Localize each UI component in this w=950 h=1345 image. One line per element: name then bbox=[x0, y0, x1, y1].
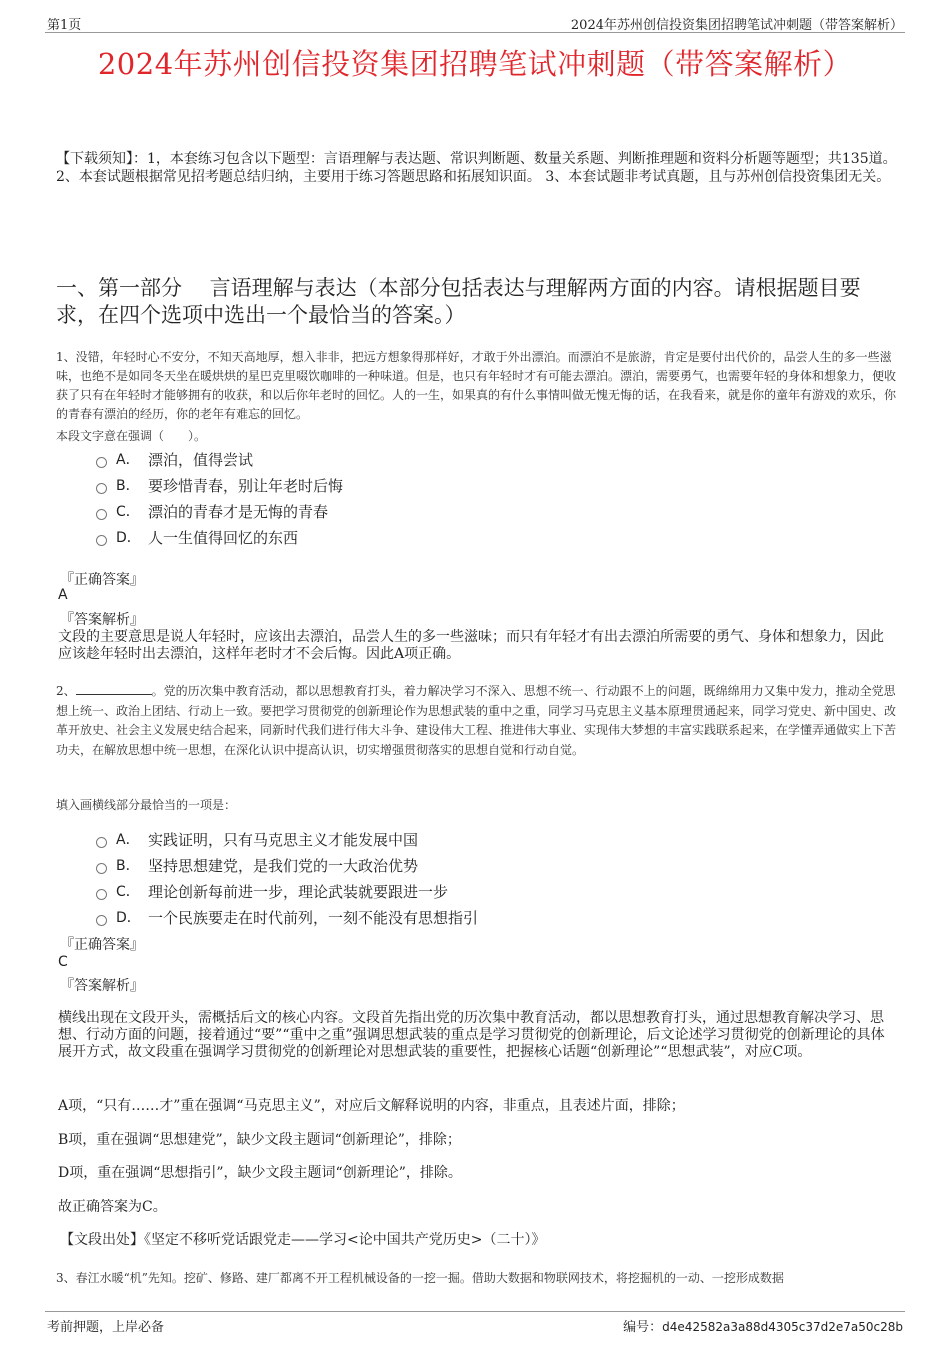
option-c[interactable]: C． 理论创新每前进一步，理论武装就要跟进一步 bbox=[96, 878, 478, 904]
note-a: A项，“只有……才”重在强调“马克思主义”，对应后文解释说明的内容，非重点，且表述片面，排除； bbox=[58, 1098, 685, 1114]
radio-icon[interactable] bbox=[96, 457, 107, 468]
header-doc-title: 2024年苏州创信投资集团招聘笔试冲刺题（带答案解析） bbox=[570, 18, 903, 33]
footer-slogan: 考前押题，上岸必备 bbox=[47, 1320, 165, 1335]
final-answer: 故正确答案为C。 bbox=[58, 1199, 167, 1215]
page-footer bbox=[45, 1311, 905, 1335]
page-title: 2024年苏州创信投资集团招聘笔试冲刺题（带答案解析） bbox=[97, 47, 853, 81]
analysis-label: 『答案解析』 bbox=[60, 612, 144, 628]
analysis-label: 『答案解析』 bbox=[60, 978, 144, 994]
answer-label: 『正确答案』 bbox=[60, 572, 144, 588]
question-2-stem: 填入画横线部分最恰当的一项是： bbox=[56, 798, 237, 812]
source-citation: 【文段出处】《坚定不移听党话跟党走——学习<论中国共产党历史>（二十）》 bbox=[60, 1232, 546, 1248]
radio-icon[interactable] bbox=[96, 535, 107, 546]
option-c[interactable]: C． 漂泊的青春才是无悔的青春 bbox=[96, 498, 343, 524]
radio-icon[interactable] bbox=[96, 509, 107, 520]
radio-icon[interactable] bbox=[96, 863, 107, 874]
page-header bbox=[45, 12, 905, 33]
option-a[interactable]: A． 漂泊，值得尝试 bbox=[96, 446, 343, 472]
note-b: B项，重在强调“思想建党”，缺少文段主题词“创新理论”，排除； bbox=[58, 1132, 461, 1148]
option-a[interactable]: A． 实践证明，只有马克思主义才能发展中国 bbox=[96, 826, 478, 852]
download-notice: 【下载须知】：1，本套练习包含以下题型：言语理解与表达题、常识判断题、数量关系题、判断推理题和资料分析题等题型；共135道。 2、本套试题根据常见招考题总结归纳，主要用于练习答题思路和拓展知识面。 3、本套试题非考试真题，且与苏州创信投资集团无关。 bbox=[56, 151, 897, 185]
question-2-options bbox=[96, 826, 478, 930]
correct-answer: C bbox=[58, 954, 68, 970]
option-b[interactable]: B． 坚持思想建党，是我们党的一大政治优势 bbox=[96, 852, 478, 878]
footer-code: 编号：d4e42582a3a88d4305c37d2e7a50c28b bbox=[623, 1320, 903, 1335]
option-d[interactable]: D． 人一生值得回忆的东西 bbox=[96, 524, 343, 550]
answer-label: 『正确答案』 bbox=[60, 937, 144, 953]
radio-icon[interactable] bbox=[96, 915, 107, 926]
analysis-text: 横线出现在文段开头，需概括后文的核心内容。文段首先指出党的历次集中教育活动，都以思想教育打头，通过思想教育解决学习、思想、行动方面的问题，接着通过“要”“重中之重”强调思想武装的重点是学习贯彻党的创新理论，后文论述学习贯彻党的创新理论的具体展开方式，故文段重在强调学习贯彻党的创新理论对思想武装的重要性，把握核心话题“创新理论”“思想武装”，对应C项。 bbox=[58, 1010, 885, 1060]
page-number: 第1页 bbox=[47, 18, 82, 33]
question-1-text: 1、没错，年轻时心不安分，不知天高地厚，想入非非，把远方想象得那样好，才敢于外出漂泊。而漂泊不是旅游，肯定是要付出代价的，品尝人生的多一些滋味，也绝不是如同冬天坐在暖烘烘的星巴克里啜饮咖啡的一种味道。但是，也只有年轻时才有可能去漂泊。漂泊，需要勇气，也需要年轻的身体和想象力，便收获了只有在年轻时才能够拥有的收获，和以后你年老时的回忆。人的一生，如果真的有什么事情叫做无愧无悔的话，在我看来，就是你的童年有游戏的欢乐，你的青春有漂泊的经历，你的老年有难忘的回忆。 bbox=[56, 350, 897, 421]
correct-answer: A bbox=[58, 587, 68, 603]
radio-icon[interactable] bbox=[96, 889, 107, 900]
note-d: D项，重在强调“思想指引”，缺少文段主题词“创新理论”，排除。 bbox=[58, 1165, 462, 1181]
radio-icon[interactable] bbox=[96, 837, 107, 848]
question-3-text: 3、春江水暖“机”先知。挖矿、修路、建厂都离不开工程机械设备的一挖一掘。借助大数据和物联网技术，将挖掘机的一动、一挖形成数据 bbox=[56, 1271, 784, 1285]
question-1-stem: 本段文字意在强调（ ）。 bbox=[56, 429, 207, 443]
question-2-text: 2、 。党的历次集中教育活动，都以思想教育打头，着力解决学习不深入、思想不统一、行动跟不上的问题，既绵绵用力又集中发力，推动全党思想上统一、政治上团结、行动上一致。要把学习贯彻党的创新理论作为思想武装的重中之重，同学习马克思主义基本原理贯通起来，同学习党史、新中国史、改革开放史、社会主义发展史结合起来，同新时代我们进行伟大斗争、建设伟大工程、推进伟大事业、实现伟大梦想的丰富实践联系起来，在学懂弄通做实上下苦功夫，在解放思想中统一思想，在深化认识中提高认识，切实增强贯彻落实的思想自觉和行动自觉。 bbox=[56, 684, 897, 757]
option-d[interactable]: D． 一个民族要走在时代前列，一刻不能没有思想指引 bbox=[96, 904, 478, 930]
section-heading: 一、第一部分 言语理解与表达（本部分包括表达与理解两方面的内容。请根据题目要求，在四个选项中选出一个最恰当的答案。） bbox=[56, 276, 861, 327]
analysis-text: 文段的主要意思是说人年轻时，应该出去漂泊，品尝人生的多一些滋味；而只有年轻才有出去漂泊所需要的勇气、身体和想象力，因此应该趁年轻时出去漂泊，这样年老时才不会后悔。因此A项正确。 bbox=[58, 629, 884, 662]
fill-blank bbox=[76, 683, 152, 695]
radio-icon[interactable] bbox=[96, 483, 107, 494]
question-1-options bbox=[96, 446, 343, 550]
option-b[interactable]: B． 要珍惜青春，别让年老时后悔 bbox=[96, 472, 343, 498]
